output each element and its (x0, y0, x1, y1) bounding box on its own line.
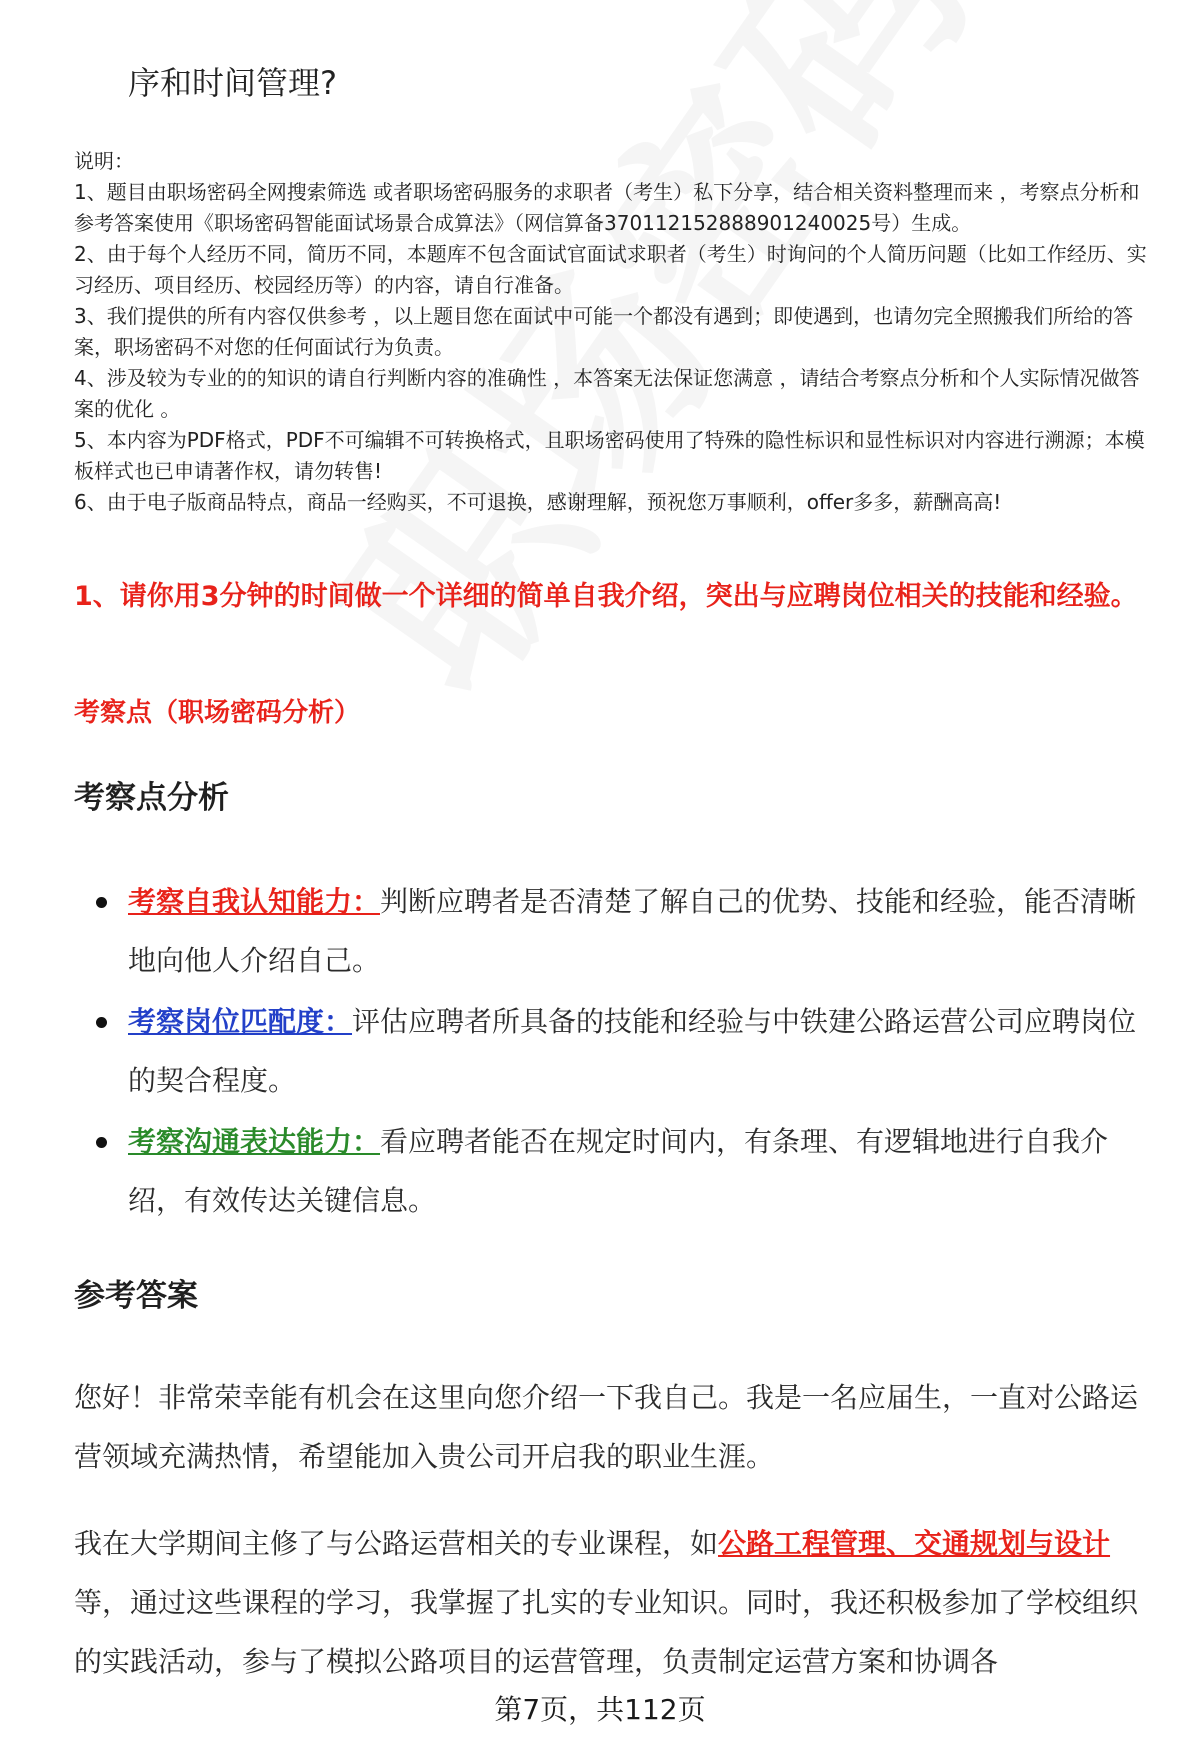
note-item: 5、本内容为PDF格式，PDF不可编辑不可转换格式，且职场密码使用了特殊的隐性标识和显性标识对内容进行溯源；本模板样式也已申请著作权，请勿转售! (74, 428, 1145, 483)
analysis-list (96, 872, 1156, 1232)
question-subtitle: 考察点（职场密码分析） (74, 698, 361, 728)
answer-paragraph (74, 1514, 1156, 1691)
analysis-item-text: 评估应聘者所具备的技能和经验与中铁建公路运营公司应聘岗位的契合程度。 (128, 1005, 1137, 1097)
answer-text: 我在大学期间主修了与公路运营相关的专业课程，如 (74, 1527, 719, 1560)
analysis-heading: 考察点分析 (74, 780, 229, 816)
note-item: 6、由于电子版商品特点，商品一经购买，不可退换，感谢理解，预祝您万事顺利，offer多多，薪酬高高! (74, 490, 1002, 514)
analysis-item-label: 考察岗位匹配度： (128, 1005, 353, 1038)
analysis-item (96, 1112, 1156, 1230)
answer-paragraph: 您好！非常荣幸能有机会在这里向您介绍一下我自己。我是一名应届生，一直对公路运营领域充满热情，希望能加入贵公司开启我的职业生涯。 (74, 1381, 1139, 1473)
analysis-item (96, 872, 1156, 990)
analysis-item-text: 判断应聘者是否清楚了解自己的优势、技能和经验，能否清晰地向他人介绍自己。 (128, 885, 1137, 977)
note-item: 3、我们提供的所有内容仅供参考 ，以上题目您在面试中可能一个都没有遇到；即使遇到，也请勿完全照搬我们所给的答案，职场密码不对您的任何面试行为负责。 (74, 304, 1134, 359)
answer-highlight: 公路工程管理、交通规划与设计 (718, 1527, 1111, 1560)
notes-block (74, 146, 1154, 518)
note-item: 1、题目由职场密码全网搜索筛选 或者职场密码服务的求职者（考生）私下分享，结合相关资料整理而来 ，考察点分析和参考答案使用《职场密码智能面试场景合成算法》（网信算备370112152888901240025号）生成。 (74, 180, 1140, 235)
question-title: 1、请你用3分钟的时间做一个详细的简单自我介绍，突出与应聘岗位相关的技能和经验。 (74, 581, 1138, 612)
bullet-icon (96, 897, 107, 908)
note-item: 4、涉及较为专业的的知识的请自行判断内容的准确性 ，本答案无法保证您满意 ，请结合考察点分析和个人实际情况做答案的优化 。 (74, 366, 1140, 421)
page-number-footer: 第7页，共112页 (494, 1693, 706, 1726)
note-item: 2、由于每个人经历不同，简历不同，本题库不包含面试官面试求职者（考生）时询问的个人简历问题（比如工作经历、实习经历、项目经历、校园经历等）的内容，请自行准备。 (74, 242, 1147, 297)
answer-heading: 参考答案 (74, 1278, 198, 1314)
notes-label: 说明： (74, 149, 134, 173)
continued-title-fragment: 序和时间管理? (128, 64, 337, 102)
analysis-item (96, 992, 1156, 1110)
answer-text: 等，通过这些课程的学习，我掌握了扎实的专业知识。同时，我还积极参加了学校组织的实践活动，参与了模拟公路项目的运营管理，负责制定运营方案和协调各 (74, 1586, 1139, 1678)
analysis-item-label: 考察沟通表达能力： (128, 1125, 381, 1158)
analysis-item-label: 考察自我认知能力： (128, 885, 381, 918)
bullet-icon (96, 1017, 107, 1028)
analysis-item-text: 看应聘者能否在规定时间内，有条理、有逻辑地进行自我介绍，有效传达关键信息。 (128, 1125, 1109, 1217)
bullet-icon (96, 1137, 107, 1148)
